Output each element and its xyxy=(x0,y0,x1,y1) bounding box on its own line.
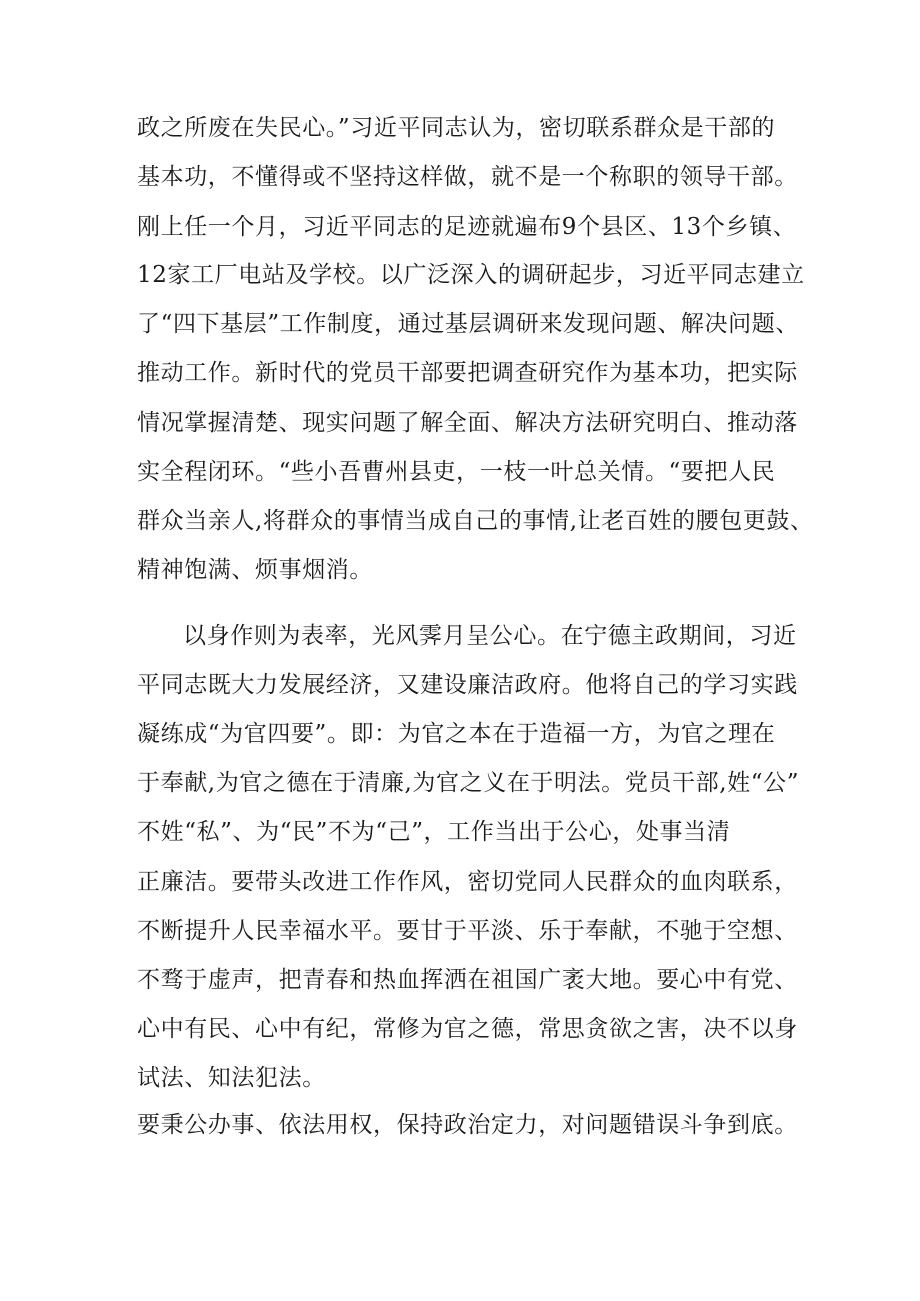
text-line: 不姓“私”、为“民”不为“己”，工作当出于公心，处事当清 xyxy=(137,819,731,845)
text-line: 不骛于虚声，把青春和热血挥洒在祖国广袤大地。要心中有党、 xyxy=(137,967,798,993)
text-line: 推动工作。新时代的党员干部要把调查研究作为基本功，把实际 xyxy=(137,360,798,386)
text-line: 基本功，不懂得或不坚持这样做，就不是一个称职的领导干部。 xyxy=(137,164,798,190)
text-line: 实全程闭环。“些小吾曹州县吏，一枝一叶总关情。“要把人民 xyxy=(137,459,776,485)
paragraph-first-line: 以身作则为表率，光风霁月呈公心。在宁德主政期间，习近 xyxy=(183,623,797,649)
text-line: 刚上任一个月，习近平同志的足迹就遍布9个县区、13个乡镇、 xyxy=(137,214,797,240)
text-line: 12家工厂电站及学校。以广泛深入的调研起步，习近平同志建立 xyxy=(137,262,805,288)
text-line: 于奉献,为官之德在于清廉,为官之义在于明法。党员干部,姓“公” xyxy=(137,770,800,796)
text-line: 了“四下基层”工作制度，通过基层调研来发现问题、解决问题、 xyxy=(137,311,799,337)
text-line: 情况掌握清楚、现实问题了解全面、解决方法研究明白、推动落 xyxy=(137,410,798,436)
text-line: 群众当亲人,将群众的事情当成自己的事情,让老百姓的腰包更鼓、 xyxy=(137,508,814,534)
text-line: 心中有民、心中有纪，常修为官之德，常思贪欲之害，决不以身 xyxy=(137,1016,798,1042)
text-line: 精神饱满、烦事烟消。 xyxy=(137,557,373,583)
text-line: 平同志既大力发展经济，又建设廉洁政府。他将自己的学习实践 xyxy=(137,672,798,698)
text-line: 凝练成“为官四要”。即：为官之本在于造福一方，为官之理在 xyxy=(137,721,776,747)
text-line: 不断提升人民幸福水平。要甘于平淡、乐于奉献，不驰于空想、 xyxy=(137,918,798,944)
text-line: 要秉公办事、依法用权，保持政治定力，对问题错误斗争到底。 xyxy=(137,1112,798,1138)
text-line: 政之所废在失民心。”习近平同志认为，密切联系群众是干部的 xyxy=(137,115,776,141)
text-line: 正廉洁。要带头改进工作作风，密切党同人民群众的血肉联系， xyxy=(137,869,798,895)
text-line: 试法、知法犯法。 xyxy=(137,1065,326,1091)
